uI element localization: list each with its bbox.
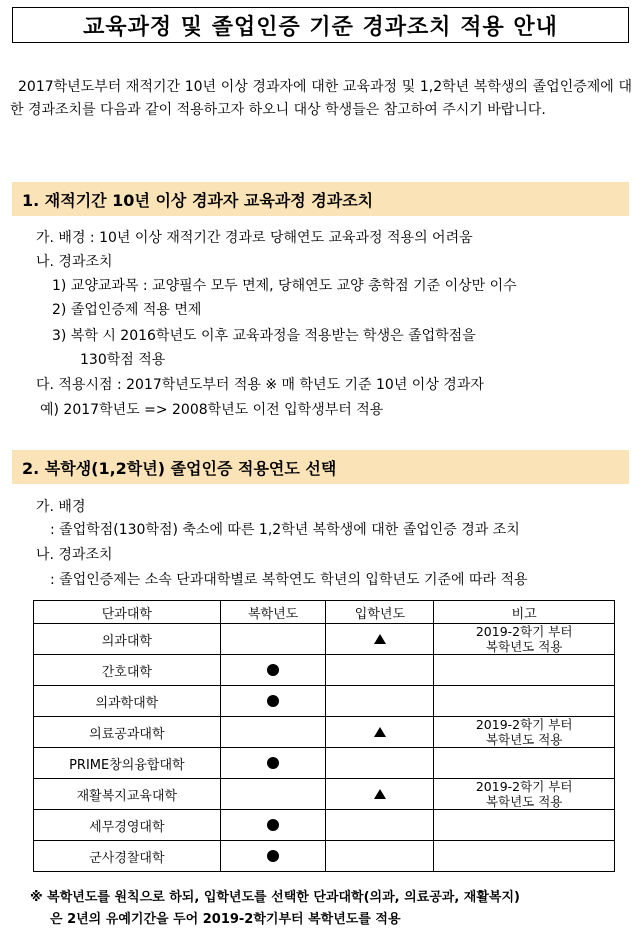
footnote-line-2: 은 2년의 유예기간을 두어 2019-2학기부터 복학년도를 적용 — [50, 912, 401, 927]
intro-paragraph — [10, 76, 632, 122]
college-table — [33, 600, 615, 872]
table-row — [34, 717, 615, 748]
note-line-2: 복학년도 적용 — [485, 794, 563, 809]
college-name: 의료공과대학 — [89, 726, 165, 742]
cell-return-year — [220, 748, 326, 779]
cell-return-year — [220, 686, 326, 717]
table-row — [34, 841, 615, 872]
cell-note — [434, 655, 615, 686]
triangle-mark-icon — [374, 789, 386, 799]
college-name: 의과학대학 — [95, 695, 159, 711]
s1-line-timing: 다. 적용시점 : 2017학년도부터 적용 ※ 매 학년도 기준 10년 이상 경과자 — [36, 377, 484, 393]
header-entry-year: 입학년도 — [326, 601, 434, 624]
table-row — [34, 748, 615, 779]
section2-heading: 2. 복학생(1,2학년) 졸업인증 적용연도 선택 — [12, 450, 629, 484]
cell-college — [34, 841, 221, 872]
cell-note — [434, 717, 615, 748]
cell-college — [34, 748, 221, 779]
cell-entry-year — [326, 624, 434, 655]
table-header-row — [34, 601, 615, 624]
section1-heading: 1. 재적기간 10년 이상 경과자 교육과정 경과조치 — [12, 182, 629, 216]
circle-mark-icon — [267, 757, 279, 769]
s2-line-background: 가. 배경 — [36, 499, 86, 515]
s2-line-measures: 나. 경과조치 — [36, 547, 113, 563]
circle-mark-icon — [267, 664, 279, 676]
page-title: 교육과정 및 졸업인증 기준 경과조치 적용 안내 — [12, 7, 629, 43]
college-name: 군사경찰대학 — [89, 850, 165, 866]
cell-entry-year — [326, 717, 434, 748]
cell-note — [434, 624, 615, 655]
cell-entry-year — [326, 841, 434, 872]
cell-entry-year — [326, 655, 434, 686]
cell-college — [34, 779, 221, 810]
footnote-line-1: ※ 복학년도를 원칙으로 하되, 입학년도를 선택한 단과대학(의과, 의료공과, 재활복지) — [30, 890, 520, 905]
footnote — [30, 887, 630, 931]
cell-note — [434, 686, 615, 717]
s1-line-example: 예) 2017학년도 => 2008학년도 이전 입학생부터 적용 — [40, 402, 384, 418]
cell-return-year — [220, 624, 326, 655]
cell-return-year — [220, 655, 326, 686]
college-name: PRIME창의융합대학 — [69, 757, 185, 773]
circle-mark-icon — [267, 819, 279, 831]
s2-line-measures-detail: : 졸업인증제는 소속 단과대학별로 복학연도 학년의 입학년도 기준에 따라 적용 — [50, 572, 528, 588]
cell-entry-year — [326, 779, 434, 810]
college-name: 재활복지교육대학 — [76, 788, 178, 804]
note-line-2: 복학년도 적용 — [485, 639, 563, 654]
intro-text: 2017학년도부터 재적기간 10년 이상 경과자에 대한 교육과정 및 1,2학년 복학생의 졸업인증제에 대한 경과조치를 다음과 같이 적용하고자 하오니 대상 학생들은 참고하여 주시기 바랍니다. — [10, 79, 632, 118]
college-name: 간호대학 — [101, 664, 152, 680]
header-return-year: 복학년도 — [220, 601, 326, 624]
cell-college — [34, 655, 221, 686]
circle-mark-icon — [267, 850, 279, 862]
cell-return-year — [220, 779, 326, 810]
cell-college — [34, 624, 221, 655]
circle-mark-icon — [267, 695, 279, 707]
table-row — [34, 810, 615, 841]
cell-college — [34, 686, 221, 717]
s1-item-2: 2) 졸업인증제 적용 면제 — [52, 302, 202, 318]
s1-line-measures: 나. 경과조치 — [36, 254, 113, 270]
table-row — [34, 779, 615, 810]
s1-item-3: 3) 복학 시 2016학년도 이후 교육과정을 적용받는 학생은 졸업학점을 — [52, 328, 476, 344]
table-row — [34, 624, 615, 655]
table-row — [34, 686, 615, 717]
header-note: 비고 — [434, 601, 615, 624]
s2-line-background-detail: : 졸업학점(130학점) 축소에 따른 1,2학년 복학생에 대한 졸업인증 경과 조치 — [50, 522, 520, 538]
cell-note — [434, 779, 615, 810]
cell-return-year — [220, 717, 326, 748]
cell-note — [434, 748, 615, 779]
triangle-mark-icon — [374, 634, 386, 644]
college-name: 세무경영대학 — [89, 819, 165, 835]
header-college: 단과대학 — [34, 601, 221, 624]
cell-college — [34, 717, 221, 748]
s1-item-1: 1) 교양교과목 : 교양필수 모두 면제, 당해연도 교양 총학점 기준 이상만 이수 — [52, 278, 517, 294]
cell-entry-year — [326, 748, 434, 779]
cell-college — [34, 810, 221, 841]
table-row — [34, 655, 615, 686]
note-line-1: 2019-2학기 부터 — [475, 779, 573, 794]
cell-return-year — [220, 841, 326, 872]
cell-return-year — [220, 810, 326, 841]
cell-entry-year — [326, 810, 434, 841]
cell-note — [434, 810, 615, 841]
note-line-1: 2019-2학기 부터 — [475, 624, 573, 639]
triangle-mark-icon — [374, 727, 386, 737]
cell-note — [434, 841, 615, 872]
cell-entry-year — [326, 686, 434, 717]
college-name: 의과대학 — [101, 633, 152, 649]
note-line-2: 복학년도 적용 — [485, 732, 563, 747]
s1-item-3-cont: 130학점 적용 — [80, 352, 166, 368]
note-line-1: 2019-2학기 부터 — [475, 717, 573, 732]
s1-line-background: 가. 배경 : 10년 이상 재적기간 경과로 당해연도 교육과정 적용의 어려움 — [36, 230, 473, 246]
